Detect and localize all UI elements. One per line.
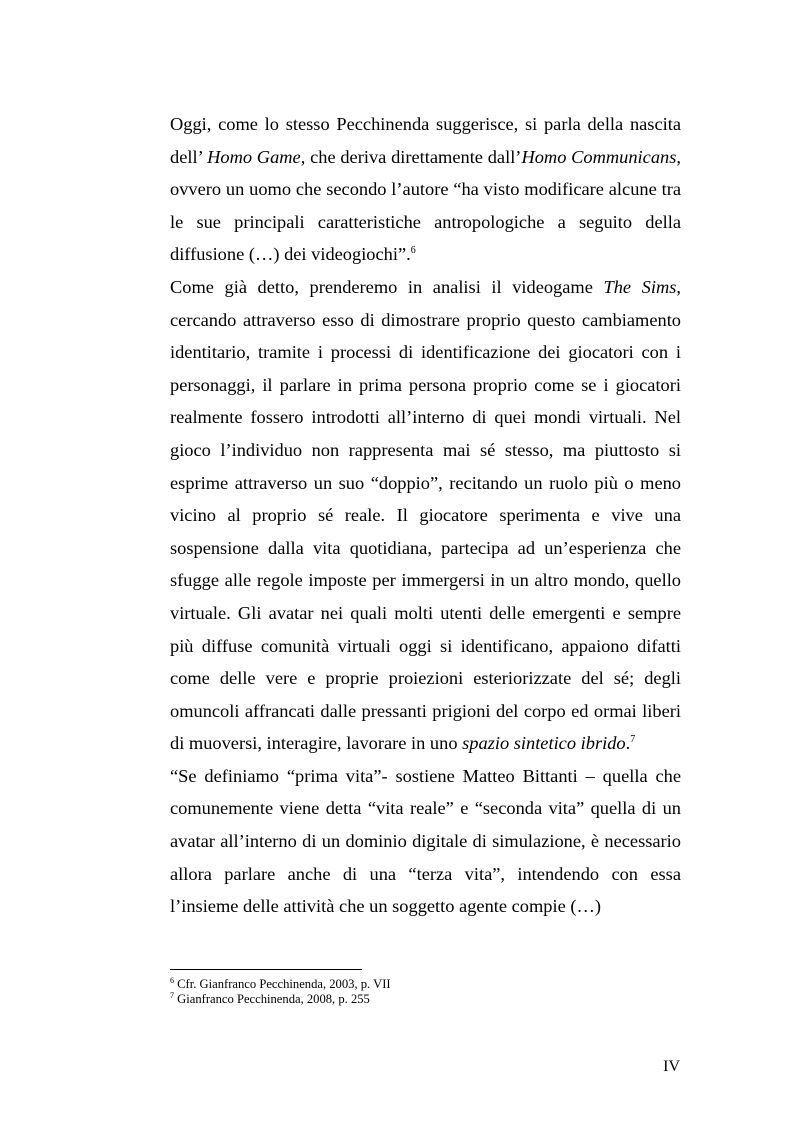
p1-text-1: Oggi, come lo stesso Pecchinenda suggerisce, si parla della nascita dell’ <box>170 114 681 167</box>
footnote-7 <box>170 992 681 1007</box>
footnote-7-text: Gianfranco Pecchinenda, 2008, p. 255 <box>174 992 370 1006</box>
body-text <box>170 108 681 923</box>
p3-text-1: “Se definiamo “prima vita”- sostiene Matteo Bittanti – quella che comunemente viene detta “vita reale” e “seconda vita” quella di un avatar all’interno di un dominio digitale di simulazione, è necessario allora parlare anche di una “terza vita”, intendendo con essa l’insieme delle attività che un soggetto agente compie (…) <box>170 765 681 917</box>
footnote-ref-6: 6 <box>410 245 416 257</box>
p1-text-3: , ovvero un uomo che secondo l’autore “ha visto modificare alcune tra le sue principali caratteristiche antropologiche a seguito della diffusione (…) dei videogiochi”. <box>170 146 681 265</box>
footnote-divider <box>170 969 362 970</box>
footnote-6-text: Cfr. Gianfranco Pecchinenda, 2003, p. VII <box>174 977 391 991</box>
p2-text-2: , cercando attraverso esso di dimostrare proprio questo cambiamento identitario, tramite i processi di identificazione dei giocatori con i personaggi, il parlare in prima persona proprio come se i giocatori realmente fossero introdotti all’interno di quei mondi virtuali. Nel gioco l’individuo non rappresenta mai sé stesso, ma piuttosto si esprime attraverso un suo “doppio”, recitando un ruolo più o meno vicino al proprio sé reale. Il giocatore sperimenta e vive una sospensione dalla vita quotidiana, partecipa ad un’esperienza che sfugge alle regole imposte per immergersi in un altro mondo, quello virtuale. Gli avatar nei quali molti utenti delle emergenti e sempre più diffuse comunità virtuali oggi si identificano, appaiono difatti come delle vere e proprie proiezioni esteriorizzate del sé; degli omuncoli affrancati dalle pressanti prigioni del corpo ed ormai liberi di muoversi, interagire, lavorare in uno <box>170 276 681 754</box>
footnote-6 <box>170 977 681 992</box>
paragraph-2 <box>170 271 681 760</box>
page-number: IV <box>663 1058 680 1075</box>
paragraph-3 <box>170 760 681 923</box>
footnote-ref-7: 7 <box>630 734 636 746</box>
footnote-7-number: 7 <box>170 990 174 1000</box>
p2-text-1: Come già detto, prenderemo in analisi il videogame <box>170 276 604 297</box>
p1-italic-homo-game: Homo Game <box>207 146 301 167</box>
footnote-6-number: 6 <box>170 975 174 985</box>
p2-italic-spazio-sintetico: spazio sintetico ibrido <box>462 733 626 754</box>
p1-text-2: , che deriva direttamente dall’ <box>300 146 522 167</box>
paragraph-1 <box>170 108 681 271</box>
footnotes <box>170 977 681 1007</box>
p2-text-3: . <box>625 733 631 754</box>
p1-italic-homo-communicans: Homo Communicans <box>521 146 677 167</box>
p2-italic-the-sims: The Sims <box>603 276 677 297</box>
